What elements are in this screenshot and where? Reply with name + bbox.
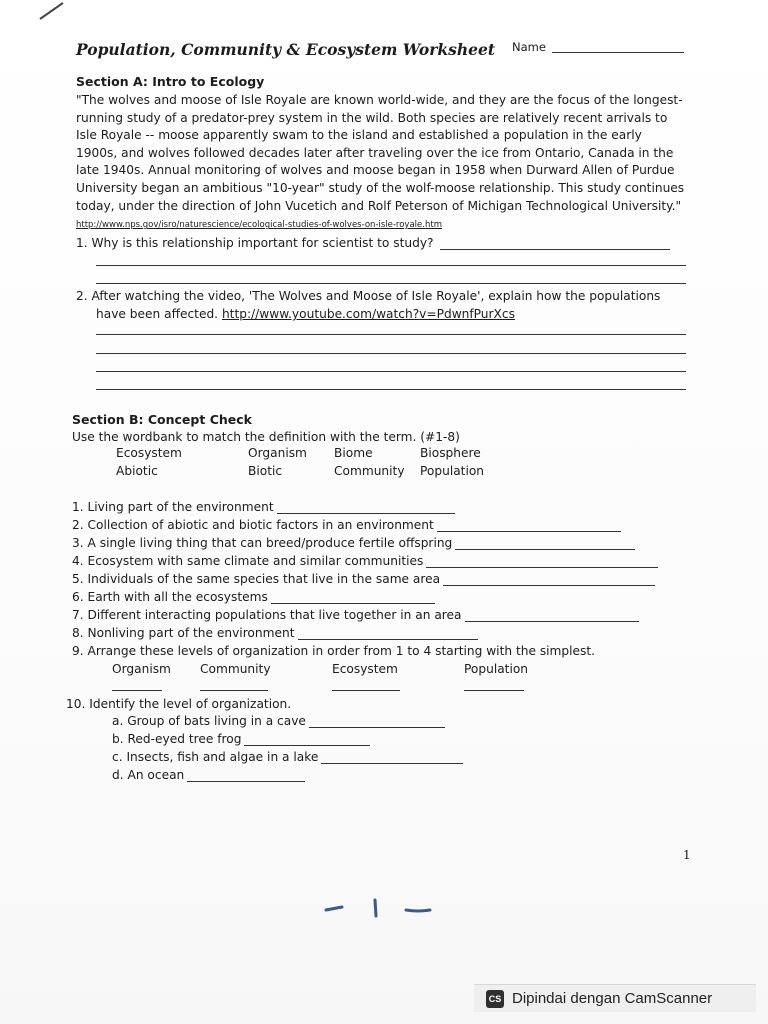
question-b3: [72, 536, 635, 550]
question-b7-text: 7. Different interacting populations that live together in an area: [72, 608, 462, 622]
intro-paragraph: [76, 92, 686, 235]
wordbank-term: Biome: [334, 446, 373, 460]
ink-stroke: [375, 900, 376, 916]
answer-line[interactable]: [96, 265, 686, 266]
answer-blank[interactable]: [298, 627, 478, 640]
order-blank[interactable]: [200, 690, 268, 691]
question-b2: [72, 518, 621, 532]
answer-blank[interactable]: [277, 501, 455, 514]
question-b3-text: 3. A single living thing that can breed/produce fertile offspring: [72, 536, 453, 550]
question-b2-text: 2. Collection of abiotic and biotic factors in an environment: [72, 518, 434, 532]
wordbank-term: Biosphere: [420, 446, 481, 460]
answer-blank[interactable]: [309, 715, 445, 728]
question-b6-text: 6. Earth with all the ecosystems: [72, 590, 268, 604]
question-b4-text: 4. Ecosystem with same climate and similar communities: [72, 554, 424, 568]
ink-curve: [406, 910, 430, 911]
answer-blank[interactable]: [244, 733, 370, 746]
pen-mark: [39, 2, 63, 20]
order-term: Population: [464, 662, 529, 676]
camscanner-text: Dipindai dengan CamScanner: [512, 990, 713, 1007]
camscanner-logo-icon: CS: [486, 990, 504, 1008]
answer-line[interactable]: [96, 283, 686, 284]
section-b-heading: Section B: Concept Check: [72, 412, 252, 427]
video-link[interactable]: http://www.youtube.com/watch?v=PdwnfPurXcs: [221, 307, 515, 321]
page-number: 1: [683, 848, 691, 862]
answer-blank[interactable]: [271, 591, 435, 604]
question-a2: 2. After watching the video, 'The Wolves and Moose of Isle Royale', explain how the populations: [76, 289, 661, 303]
pen-squiggles: [320, 896, 440, 926]
name-field[interactable]: [552, 52, 684, 53]
question-b10a-text: a. Group of bats living in a cave: [112, 714, 306, 728]
intro-quote: "The wolves and moose of Isle Royale are known world-wide, and they are the focus of the longest-running study of a predator-prey system in the wild. Both species are relatively recent arrivals to Isle Royale -- moose apparently swam to the island and established a population in the early 1900s, and wolves followed decades later after traveling over the ice from Ontario, Canada in the late 1940s. Annual monitoring of wolves and moose began in 1958 when Durward Allen of Purdue University began an ambitious "10-year" study of the wolf-moose relationship. This study continues today, under the direction of John Vucetich and Rolf Peterson of Michigan Technological University.": [76, 93, 685, 213]
answer-line[interactable]: [96, 353, 686, 354]
answer-line[interactable]: [96, 389, 686, 390]
answer-blank[interactable]: [440, 237, 670, 250]
answer-blank[interactable]: [187, 769, 305, 782]
question-b8: [72, 626, 478, 640]
question-b10c-text: c. Insects, fish and algae in a lake: [112, 750, 319, 764]
question-b10b: [112, 732, 370, 746]
camscanner-watermark: [474, 984, 756, 1012]
order-blank[interactable]: [464, 690, 524, 691]
question-a2-cont: [96, 307, 515, 321]
question-b10a: [112, 714, 445, 728]
question-b10: 10. Identify the level of organization.: [66, 697, 292, 711]
question-b10d: [112, 768, 305, 782]
question-a2-text: have been affected.: [96, 307, 219, 321]
answer-blank[interactable]: [455, 537, 635, 550]
question-b10d-text: d. An ocean: [112, 768, 185, 782]
ink-dash: [326, 907, 342, 910]
question-b5-text: 5. Individuals of the same species that live in the same area: [72, 572, 441, 586]
question-b1-text: 1. Living part of the environment: [72, 500, 274, 514]
order-term: Community: [200, 662, 271, 676]
order-blank[interactable]: [332, 690, 400, 691]
wordbank-term: Abiotic: [116, 464, 158, 478]
answer-blank[interactable]: [465, 609, 639, 622]
worksheet-title: Population, Community & Ecosystem Worksheet: [76, 40, 496, 59]
order-term: Organism: [112, 662, 171, 676]
wordbank-term: Community: [334, 464, 405, 478]
question-b7: [72, 608, 639, 622]
question-a1-text: 1. Why is this relationship important for scientist to study?: [76, 236, 434, 250]
question-b9: 9. Arrange these levels of organization in order from 1 to 4 starting with the simplest.: [72, 644, 596, 658]
question-b6: [72, 590, 435, 604]
question-b8-text: 8. Nonliving part of the environment: [72, 626, 295, 640]
source-link[interactable]: http://www.nps.gov/isro/naturescience/ecological-studies-of-wolves-on-isle-royale.htm: [76, 220, 442, 231]
name-label: Name: [512, 40, 546, 54]
question-b4: [72, 554, 658, 568]
answer-blank[interactable]: [443, 573, 655, 586]
wordbank-instructions: Use the wordbank to match the definition with the term. (#1-8): [72, 430, 460, 444]
wordbank-term: Organism: [248, 446, 307, 460]
answer-blank[interactable]: [426, 555, 658, 568]
answer-blank[interactable]: [321, 751, 463, 764]
wordbank-term: Biotic: [248, 464, 283, 478]
wordbank-term: Ecosystem: [116, 446, 182, 460]
question-b10c: [112, 750, 463, 764]
question-b1: [72, 500, 455, 514]
answer-line[interactable]: [96, 334, 686, 335]
question-b5: [72, 572, 655, 586]
answer-line[interactable]: [96, 371, 686, 372]
section-a-heading: Section A: Intro to Ecology: [76, 74, 265, 89]
question-b10b-text: b. Red-eyed tree frog: [112, 732, 242, 746]
order-blank[interactable]: [112, 690, 162, 691]
answer-blank[interactable]: [437, 519, 621, 532]
question-a1: [76, 236, 670, 250]
order-term: Ecosystem: [332, 662, 398, 676]
wordbank-term: Population: [420, 464, 485, 478]
